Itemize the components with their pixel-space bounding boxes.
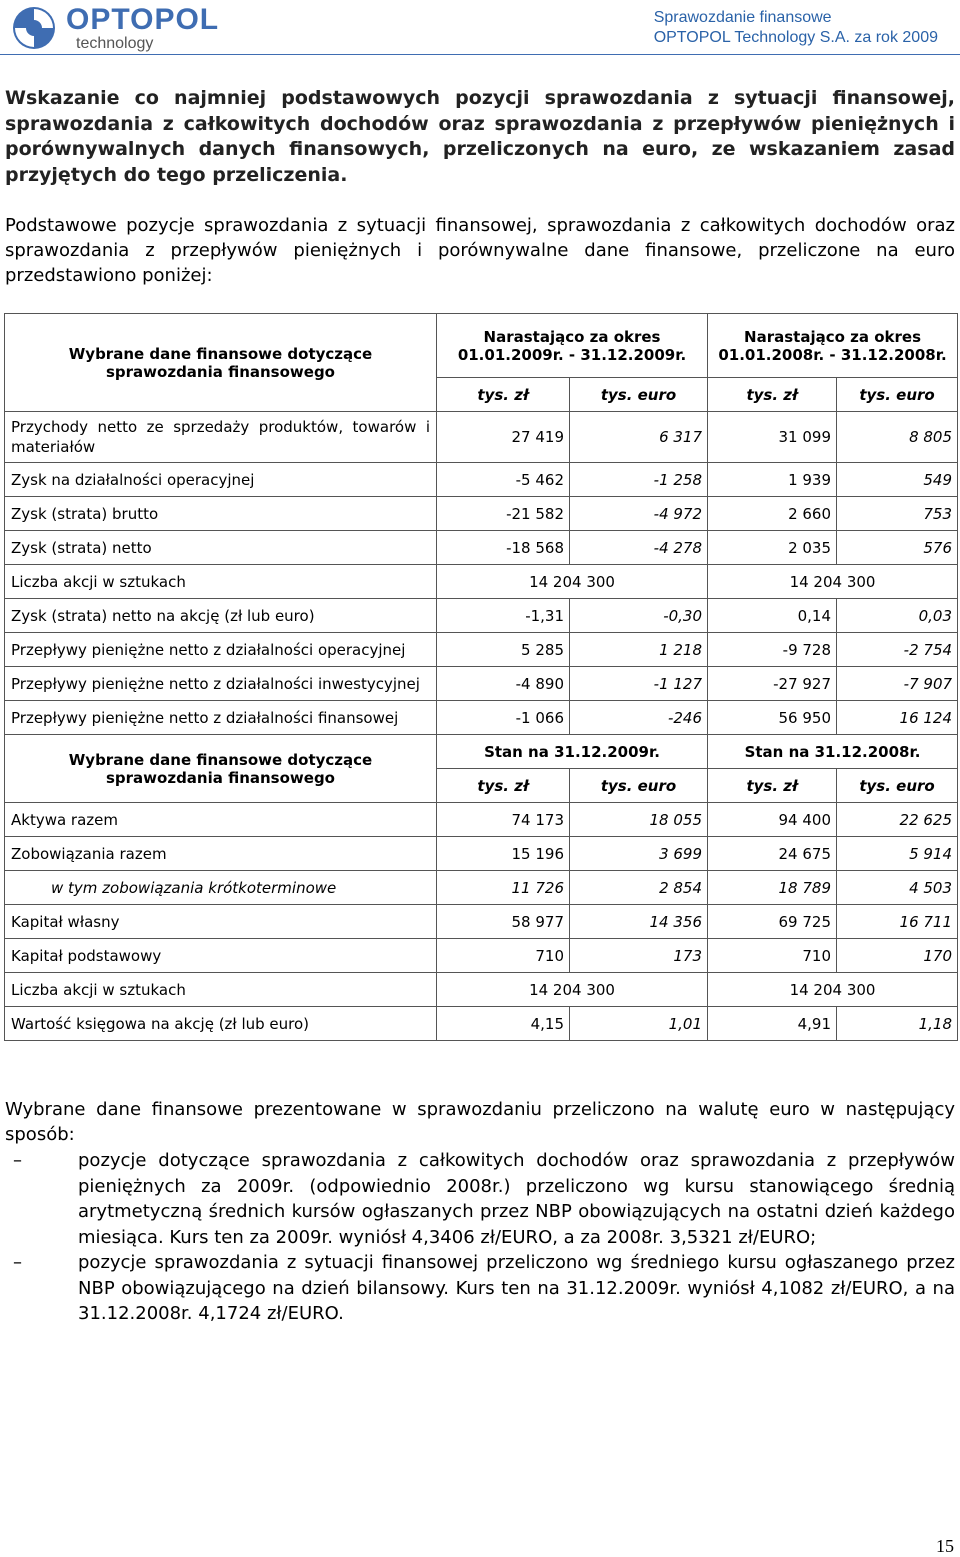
- value-pln-2008: 4,91: [708, 1007, 837, 1041]
- company-logo: [12, 4, 242, 54]
- header-title: [654, 8, 938, 48]
- value-eur-2008: 549: [837, 463, 958, 497]
- period-2008: Narastająco za okres 01.01.2008r. - 31.12.2008r.: [708, 314, 958, 378]
- table-header-row: [5, 314, 958, 378]
- unit-pln: tys. zł: [708, 769, 837, 803]
- value-pln-2009: 74 173: [437, 803, 570, 837]
- row-label: Wartość księgowa na akcję (zł lub euro): [5, 1007, 437, 1041]
- value-eur-2008: 5 914: [837, 837, 958, 871]
- row-label: Aktywa razem: [5, 803, 437, 837]
- value-pln-2008: 69 725: [708, 905, 837, 939]
- value-eur-2008: 1,18: [837, 1007, 958, 1041]
- list-item-text: pozycje dotyczące sprawozdania z całkowitych dochodów oraz sprawozdania z przepływów pieniężnych za 2009r. (odpowiednio 2008r.) przeliczono wg kursu stanowiącego średnią arytmetyczną średnich kursów ogłaszanych przez NBP obowiązujących na ostatni dzień każdego miesiąca. Kurs ten za 2009r. wyniósł 4,3406 zł/EURO, a za 2008r. 3,5321 zł/EURO;: [78, 1150, 955, 1248]
- unit-eur: tys. euro: [837, 378, 958, 412]
- value-pln-2009: 27 419: [437, 412, 570, 463]
- section2-label: Wybrane dane finansowe dotyczące sprawozdania finansowego: [5, 735, 437, 803]
- row-label: Kapitał podstawowy: [5, 939, 437, 973]
- value-pln-2009: -1,31: [437, 599, 570, 633]
- value-eur-2009: 2 854: [570, 871, 708, 905]
- logo-subtitle: technology: [76, 35, 154, 52]
- row-label: w tym zobowiązania krótkoterminowe: [5, 871, 437, 905]
- row-label: Przychody netto ze sprzedaży produktów, towarów i materiałów: [5, 412, 437, 463]
- table-row: [5, 565, 958, 599]
- unit-pln: tys. zł: [708, 378, 837, 412]
- state-2008: Stan na 31.12.2008r.: [708, 735, 958, 769]
- value-eur-2009: 3 699: [570, 837, 708, 871]
- table-row: [5, 667, 958, 701]
- shares-2009: 14 204 300: [437, 973, 708, 1007]
- section-heading: Wskazanie co najmniej podstawowych pozycji sprawozdania z sytuacji finansowej, sprawozdania z całkowitych dochodów oraz sprawozdania z przepływów pieniężnych i porównywalnych danych finansowych, przeliczonych na euro, ze wskazaniem zasad przyjętych do tego przeliczenia.: [5, 87, 955, 186]
- row-label: Przepływy pieniężne netto z działalności finansowej: [5, 701, 437, 735]
- value-eur-2008: 170: [837, 939, 958, 973]
- value-pln-2009: 710: [437, 939, 570, 973]
- table-header-row: [5, 735, 958, 769]
- table-row: [5, 412, 958, 463]
- logo-name: OPTOPOL: [66, 3, 220, 36]
- value-pln-2008: 31 099: [708, 412, 837, 463]
- value-pln-2009: -21 582: [437, 497, 570, 531]
- value-pln-2009: 4,15: [437, 1007, 570, 1041]
- table-row: [5, 939, 958, 973]
- row-label: Zysk na działalności operacyjnej: [5, 463, 437, 497]
- section1-label: Wybrane dane finansowe dotyczące sprawozdania finansowego: [5, 314, 437, 412]
- table-row: [5, 599, 958, 633]
- table-row: [5, 633, 958, 667]
- conversion-paragraph: Wybrane dane finansowe prezentowane w sprawozdaniu przeliczono na walutę euro w następujący sposób:: [5, 1099, 955, 1145]
- value-eur-2008: 753: [837, 497, 958, 531]
- bullet-dash: –: [13, 1150, 22, 1171]
- header-title-line2: OPTOPOL Technology S.A. za rok 2009: [653, 29, 938, 46]
- value-eur-2008: 8 805: [837, 412, 958, 463]
- row-label: Przepływy pieniężne netto z działalności inwestycyjnej: [5, 667, 437, 701]
- value-eur-2009: 173: [570, 939, 708, 973]
- value-pln-2009: -18 568: [437, 531, 570, 565]
- value-pln-2008: 56 950: [708, 701, 837, 735]
- shares-2009: 14 204 300: [437, 565, 708, 599]
- value-pln-2009: 15 196: [437, 837, 570, 871]
- row-label: Liczba akcji w sztukach: [5, 565, 437, 599]
- intro-paragraph: Podstawowe pozycje sprawozdania z sytuacji finansowej, sprawozdania z całkowitych dochodów oraz sprawozdania z przepływów pieniężnych i porównywalne dane finansowe, przeliczone na euro przedstawiono poniżej:: [5, 215, 955, 286]
- unit-pln: tys. zł: [437, 378, 570, 412]
- shares-2008: 14 204 300: [708, 565, 958, 599]
- header-title-line1: Sprawozdanie finansowe: [653, 9, 832, 26]
- period-2009: Narastająco za okres 01.01.2009r. - 31.12.2009r.: [437, 314, 708, 378]
- value-eur-2009: 18 055: [570, 803, 708, 837]
- row-label: Przepływy pieniężne netto z działalności operacyjnej: [5, 633, 437, 667]
- value-eur-2008: 576: [837, 531, 958, 565]
- value-eur-2008: 16 711: [837, 905, 958, 939]
- unit-eur: tys. euro: [837, 769, 958, 803]
- value-pln-2008: 2 035: [708, 531, 837, 565]
- value-eur-2008: 0,03: [837, 599, 958, 633]
- value-eur-2009: 1,01: [570, 1007, 708, 1041]
- table-row: [5, 531, 958, 565]
- value-eur-2009: -1 127: [570, 667, 708, 701]
- unit-eur: tys. euro: [570, 769, 708, 803]
- page-number: 15: [936, 1536, 954, 1556]
- table-row: [5, 497, 958, 531]
- value-eur-2008: -2 754: [837, 633, 958, 667]
- value-eur-2008: -7 907: [837, 667, 958, 701]
- value-pln-2008: 710: [708, 939, 837, 973]
- value-pln-2008: -27 927: [708, 667, 837, 701]
- value-pln-2008: 24 675: [708, 837, 837, 871]
- list-item-text: pozycje sprawozdania z sytuacji finansowej przeliczono wg średniego kursu ogłaszanego przez NBP obowiązującego na dzień bilansowy. Kurs ten na 31.12.2009r. wyniósł 4,1082 zł/EURO, a na 31.12.2008r. 4,1724 zł/EURO.: [78, 1252, 955, 1324]
- value-eur-2009: -4 278: [570, 531, 708, 565]
- value-pln-2008: 94 400: [708, 803, 837, 837]
- financial-data-table: [4, 313, 958, 1041]
- value-eur-2008: 4 503: [837, 871, 958, 905]
- header-divider: [0, 54, 960, 55]
- value-eur-2008: 22 625: [837, 803, 958, 837]
- value-pln-2009: 5 285: [437, 633, 570, 667]
- value-pln-2009: -4 890: [437, 667, 570, 701]
- table-row: [5, 837, 958, 871]
- value-eur-2009: -0,30: [570, 599, 708, 633]
- value-pln-2008: 1 939: [708, 463, 837, 497]
- value-pln-2009: -1 066: [437, 701, 570, 735]
- unit-pln: tys. zł: [437, 769, 570, 803]
- value-eur-2009: -1 258: [570, 463, 708, 497]
- value-eur-2009: -4 972: [570, 497, 708, 531]
- table-row: [5, 905, 958, 939]
- table-row: [5, 973, 958, 1007]
- row-label: Liczba akcji w sztukach: [5, 973, 437, 1007]
- value-eur-2009: -246: [570, 701, 708, 735]
- value-pln-2008: -9 728: [708, 633, 837, 667]
- value-pln-2009: 11 726: [437, 871, 570, 905]
- row-label: Zysk (strata) netto: [5, 531, 437, 565]
- value-eur-2009: 14 356: [570, 905, 708, 939]
- value-pln-2009: -5 462: [437, 463, 570, 497]
- table-row: [5, 463, 958, 497]
- list-item: [5, 1148, 955, 1250]
- value-eur-2008: 16 124: [837, 701, 958, 735]
- bullet-dash: –: [13, 1252, 22, 1273]
- value-pln-2008: 2 660: [708, 497, 837, 531]
- table-row: [5, 1007, 958, 1041]
- unit-eur: tys. euro: [570, 378, 708, 412]
- value-eur-2009: 6 317: [570, 412, 708, 463]
- logo-mark-icon: [12, 6, 56, 50]
- row-label: Zobowiązania razem: [5, 837, 437, 871]
- row-label: Kapitał własny: [5, 905, 437, 939]
- value-pln-2008: 0,14: [708, 599, 837, 633]
- shares-2008: 14 204 300: [708, 973, 958, 1007]
- table-row: [5, 803, 958, 837]
- value-pln-2008: 18 789: [708, 871, 837, 905]
- conversion-list: [5, 1148, 955, 1327]
- table-row: [5, 701, 958, 735]
- row-label: Zysk (strata) brutto: [5, 497, 437, 531]
- value-pln-2009: 58 977: [437, 905, 570, 939]
- list-item: [5, 1250, 955, 1327]
- value-eur-2009: 1 218: [570, 633, 708, 667]
- table-row: [5, 871, 958, 905]
- state-2009: Stan na 31.12.2009r.: [437, 735, 708, 769]
- row-label: Zysk (strata) netto na akcję (zł lub euro): [5, 599, 437, 633]
